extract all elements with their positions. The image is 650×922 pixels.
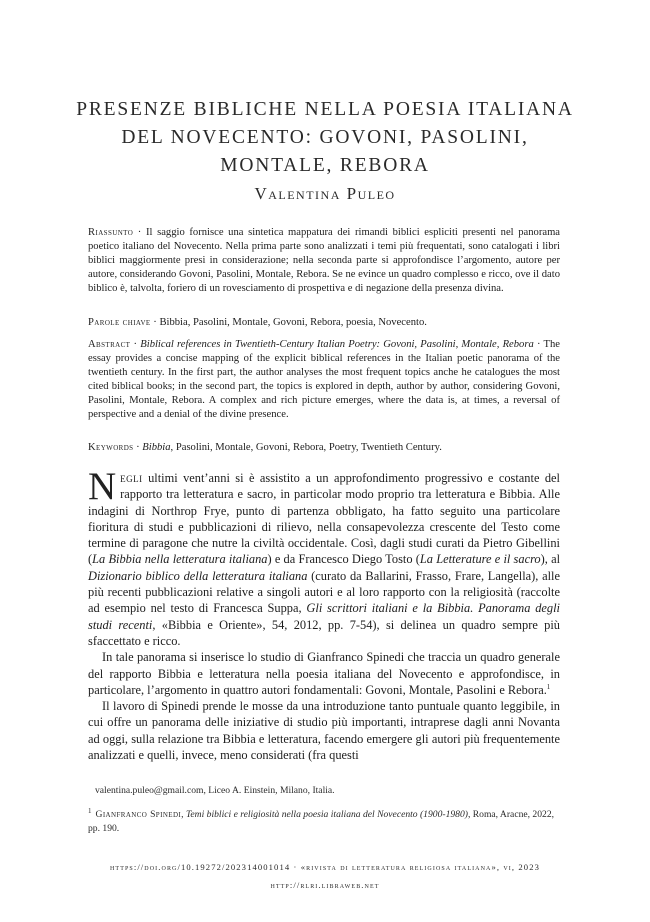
- parole-chiave-block: [88, 316, 560, 330]
- title-line-3: MONTALE, REBORA: [220, 155, 430, 176]
- keywords-separator: ·: [133, 442, 143, 453]
- paragraph-1: [88, 465, 561, 649]
- footnote-1-title: Temi biblici e religiosità nella poesia italiana del Novecento (1900-1980): [185, 809, 468, 821]
- p1-italic-4: Gli scrittori italiani e la Bibbia. Panorama degli studi recenti: [88, 601, 560, 632]
- journal-url[interactable]: http://rlri.libraweb.net: [270, 880, 380, 890]
- p1-italic-2: La Letterature e il sacro: [419, 552, 541, 567]
- p2-text: In tale panorama si inserisce lo studio di Gianfranco Spinedi che traccia un quadro generale del rapporto Bibbia e letteratura nella poesia italiana del Novecento e approfondisce, in particolare, l’argomento in quattro autori fondamentali: Govoni, Montale, Pasolini e Rebora.: [88, 650, 560, 697]
- article-title: [60, 96, 590, 180]
- body-text: [88, 465, 561, 763]
- paragraph-2: [88, 649, 560, 698]
- p3-text: Il lavoro di Spinedi prende le mosse da una introduzione tanto puntuale quanto leggibile, in cui offre un panorama delle iniziative di studio più importanti, intraprese dagli anni Novanta ad oggi, sulla relazione tra Bibbia e letteratura, facendo emergere gli autori più frequentemente analizzati e quelli, invece, meno considerati (fra questi: [88, 699, 560, 763]
- riassunto-text: Il saggio fornisce una sintetica mappatura dei rimandi biblici espliciti presenti nel panorama poetico italiano del Novecento. Nella prima parte sono analizzati i temi più frequentati, sono catalogati i libri biblici maggiormente presi in considerazione; nella seconda parte si approfondisce l’argomento, autore per autore, considerando Govoni, Pasolini, Montale, Rebora. Se ne evince un quadro complesso e ricco, ove il dato biblico è, talvolta, foriero di un rovesciamento di prospettiva e di negazione della presenza divina.: [88, 227, 561, 294]
- paragraph-3: [88, 698, 560, 763]
- footnote-1-sep: ,: [181, 809, 186, 821]
- p1-text-3: ), al: [540, 552, 561, 567]
- abstract-block: [88, 338, 560, 422]
- p1-text-2: ) e da Francesco Diego Tosto (: [267, 552, 420, 567]
- p1-text-4: (curato da Ballarini, Frasso, Frare, Langella), alle più recenti pubblicazioni relative a singoli autori e al loro rapporto con la religiosità (raccolte ad esempio nel testo di Francesca Suppa,: [88, 568, 560, 616]
- drop-cap: N: [88, 465, 117, 508]
- keywords-first: Bibbia: [142, 442, 171, 453]
- abstract-text: The essay provides a concise mapping of the explicit biblical references in the Italian poetic panorama of the twentieth century. In the first part, the author analyses the most frequent topics anche he catalogues the most cited biblical books; in the second part, the topics is explored in depth, author by author, considering Govoni, Pasolini, Montale, Rebora. A complex and rich picture emerges, where the data is, at times, a reversal of perspective and a denial of the divine presence.: [88, 339, 560, 420]
- riassunto-label: Riassunto: [88, 227, 134, 238]
- p1-text-1: ultimi vent’anni si è assistito a un approfondimento progressivo e costante del rapporto tra letteratura e sacro, in particolar modo proprio tra letteratura e Bibbia. Alle indagini di Northrop Frye, punto di partenza obbligato, ha fatto seguito una particolare fioritura di studi e pubblicazioni di rilievo, nella consapevolezza crescente del Testo come termine di paragone che nutre la civiltà occidentale. Così, dagli studi curati da Pietro Gibellini (: [88, 471, 560, 567]
- keywords-text: , Pasolini, Montale, Govoni, Rebora, Poetry, Twentieth Century.: [170, 442, 442, 453]
- p1-italic-3: Dizionario biblico della letteratura italiana: [88, 568, 308, 583]
- footnote-ref-1[interactable]: 1: [546, 682, 551, 691]
- author-email-note: valentina.puleo@gmail.com, Liceo A. Einstein, Milano, Italia.: [95, 785, 335, 796]
- title-line-1: PRESENZE BIBLICHE NELLA POESIA ITALIANA: [76, 99, 574, 120]
- footnote-1-author: Gianfranco Spinedi: [95, 809, 182, 821]
- parole-chiave-label: Parole chiave: [88, 317, 151, 328]
- title-line-2: DEL NOVECENTO: GOVONI, PASOLINI,: [121, 127, 529, 148]
- keywords-block: [88, 441, 560, 455]
- keywords-label: Keywords: [88, 442, 134, 453]
- footnote-1-number: 1: [88, 807, 92, 815]
- p1-text-5: , «Bibbia e Oriente», 54, 2012, pp. 7-54), si delinea un quadro sempre più sfaccettato e ricco.: [88, 617, 560, 648]
- parole-chiave-text: Bibbia, Pasolini, Montale, Govoni, Rebora, poesia, Novecento.: [159, 317, 427, 328]
- doi-line[interactable]: https://doi.org/10.19272/202314001014 · «rivista di letteratura religiosa italiana», vi, 2023: [110, 862, 540, 872]
- riassunto-block: [88, 226, 560, 296]
- riassunto-separator: ·: [133, 227, 146, 238]
- abstract-english-title: Biblical references in Twentieth-Century Italian Poetry: Govoni, Pasolini, Montale, Rebora: [140, 339, 534, 350]
- p1-italic-1: La Bibbia nella letteratura italiana: [92, 552, 268, 567]
- abstract-separator-2: ·: [533, 339, 544, 350]
- parole-chiave-separator: ·: [150, 317, 160, 328]
- abstract-label: Abstract: [88, 339, 131, 350]
- author-name: Valentina Puleo: [254, 184, 396, 203]
- abstract-separator: ·: [130, 339, 141, 350]
- footnote-1: [88, 805, 560, 835]
- lead-word: egli: [120, 471, 143, 485]
- footnote-1-rest: , Roma, Aracne, 2022, pp. 190.: [88, 809, 555, 834]
